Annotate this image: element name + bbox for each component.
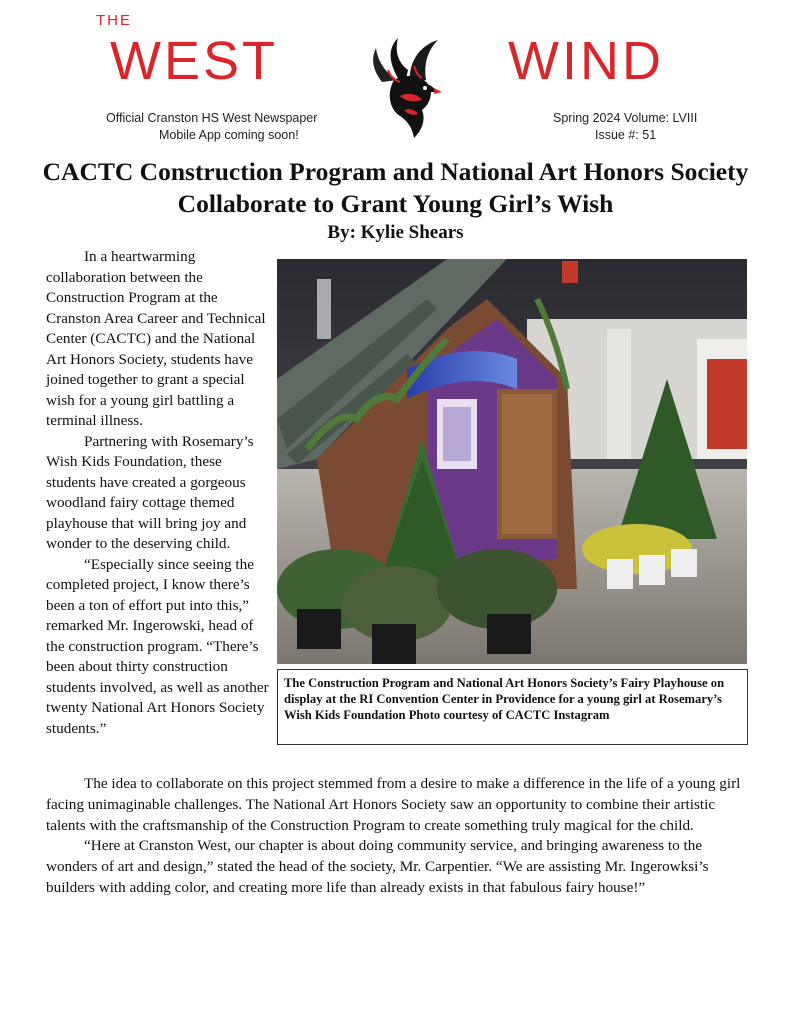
volume-label: Spring 2024 Volume: LVIII — [553, 111, 698, 125]
issue-info — [553, 110, 723, 144]
paragraph: “Here at Cranston West, our chapter is about doing community service, and bringing awareness to the wonders of art and design,” stated the head of the society, Mr. Carpentier. “We are assisting Mr. Ingerowksi’s builders with adding color, and creating more life than already exists in that fabulous fairy house!” — [46, 837, 709, 896]
article-byline: By: Kylie Shears — [327, 222, 464, 243]
paragraph: The idea to collaborate on this project stemmed from a desire to make a difference in the life of a young girl facing unimaginable challenges. The National Art Honors Society saw an opportunity to combine their artistic talents with the craftsmanship of the Construction Program to create something truly magical for the child. — [46, 775, 741, 834]
masthead-west: WEST — [110, 31, 278, 91]
paragraph: In a heartwarming collaboration between the Construction Program at the Cranston Area Career and Technical Center (CACTC) and the National Art Honors Society, students have joined together to grant a special wish for a young girl battling a terminal illness. — [46, 248, 266, 429]
article-body — [46, 774, 754, 899]
newspaper-subtitle: Official Cranston HS West Newspaper — [106, 111, 318, 125]
paragraph: Partnering with Rosemary’s Wish Kids Foundation, these students have created a gorgeous woodland fairy cottage themed playhouse that will bring joy and wonder to the deserving child. — [46, 432, 254, 552]
app-notice: Mobile App coming soon! — [159, 128, 299, 142]
masthead-the: THE — [96, 12, 132, 29]
issue-number: Issue #: 51 — [595, 128, 657, 142]
paragraph: “Especially since seeing the completed project, I know there’s been a ton of effort put into this,” remarked Mr. Ingerowski, head of the construction program. “There’s been about thirty construction students involved, as well as another twenty National Art Honors Society students.” — [46, 555, 269, 737]
article-column — [46, 247, 272, 739]
fairy-playhouse-photo — [277, 259, 747, 664]
article-headline: CACTC Construction Program and National Art Honors Society Collaborate to Grant Young Girl’s Wish — [42, 157, 749, 218]
hawk-logo-icon — [364, 30, 448, 142]
newspaper-info — [106, 110, 336, 144]
masthead-wind: WIND — [508, 31, 664, 91]
photo-caption: The Construction Program and National Art Honors Society’s Fairy Playhouse on display at the RI Convention Center in Providence for a young girl at Rosemary’s Wish Kids Foundation Photo courtesy of CACTC Instagram — [277, 669, 748, 745]
